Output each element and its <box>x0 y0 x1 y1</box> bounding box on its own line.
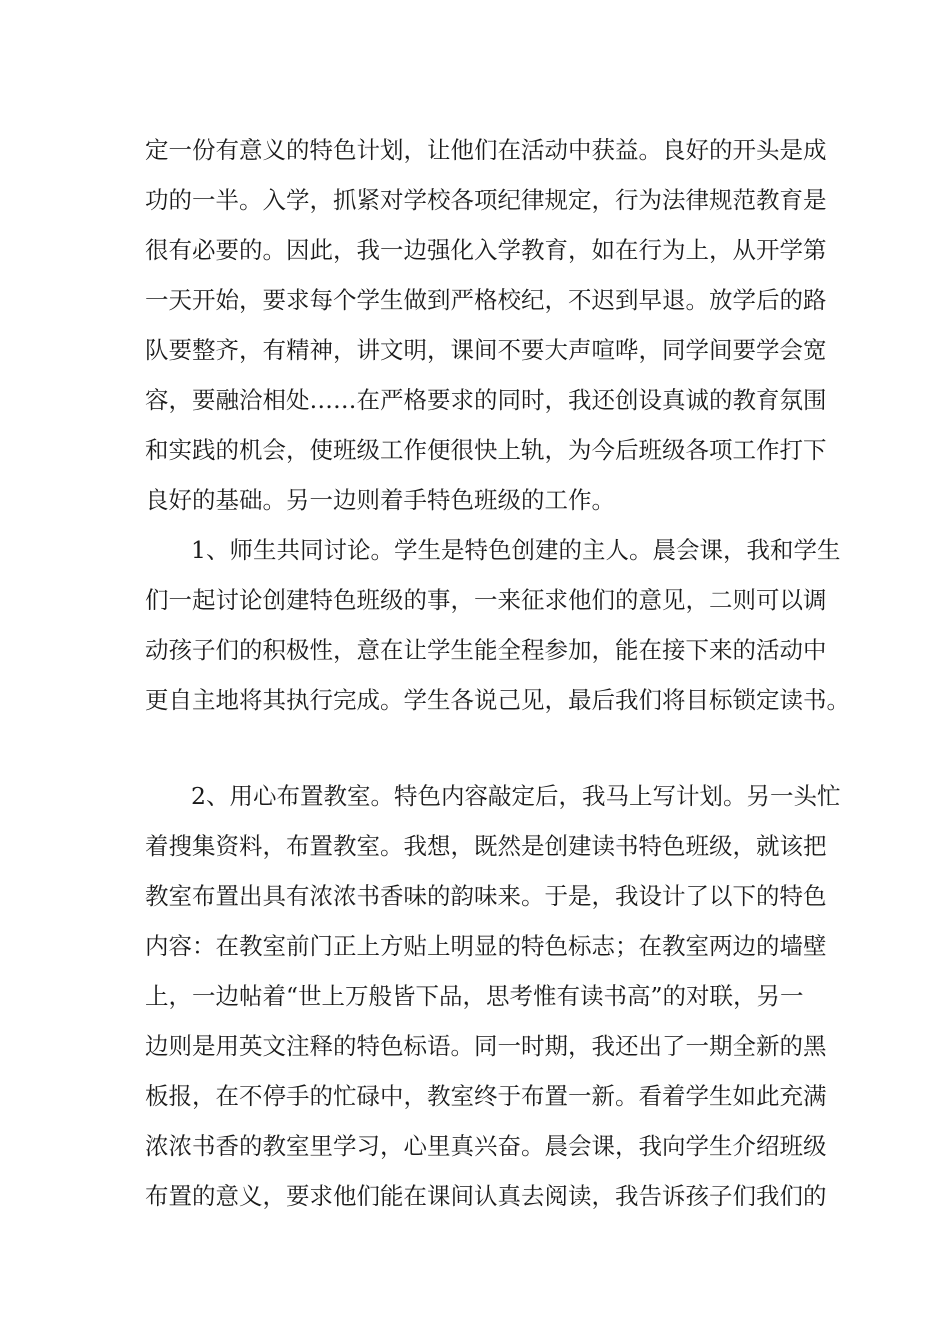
text-line: 内容：在教室前门正上方贴上明显的特色标志；在教室两边的墙壁 <box>145 932 827 960</box>
text-line: 浓浓书香的教室里学习，心里真兴奋。晨会课，我向学生介绍班级 <box>145 1132 827 1160</box>
text-line: 着搜集资料，布置教室。我想，既然是创建读书特色班级，就该把 <box>145 832 827 860</box>
text-line: 和实践的机会，使班级工作便很快上轨，为今后班级各项工作打下 <box>145 436 827 464</box>
text-line: 一天开始，要求每个学生做到严格校纪，不迟到早退。放学后的路 <box>145 286 827 314</box>
text-line: 更自主地将其执行完成。学生各说己见，最后我们将目标锁定读书。 <box>145 686 850 714</box>
text-line: 1、师生共同讨论。学生是特色创建的主人。晨会课，我和学生 <box>191 536 841 564</box>
text-line: 功的一半。入学，抓紧对学校各项纪律规定，行为法律规范教育是 <box>145 186 827 214</box>
text-line: 定一份有意义的特色计划，让他们在活动中获益。良好的开头是成 <box>145 136 827 164</box>
text-line: 们一起讨论创建特色班级的事，一来征求他们的意见，二则可以调 <box>145 586 827 614</box>
text-line: 容，要融洽相处……在严格要求的同时，我还创设真诚的教育氛围 <box>145 386 827 414</box>
text-line: 边则是用英文注释的特色标语。同一时期，我还出了一期全新的黑 <box>145 1032 827 1060</box>
text-line: 良好的基础。另一边则着手特色班级的工作。 <box>145 486 615 514</box>
text-line: 很有必要的。因此，我一边强化入学教育，如在行为上，从开学第 <box>145 236 827 264</box>
text-line: 队要整齐，有精神，讲文明，课间不要大声喧哗，同学间要学会宽 <box>145 336 827 364</box>
text-line: 教室布置出具有浓浓书香味的韵味来。于是，我设计了以下的特色 <box>145 882 827 910</box>
text-line: 上，一边帖着“世上万般皆下品，思考惟有读书高”的对联，另一 <box>145 982 804 1010</box>
text-line: 板报，在不停手的忙碌中，教室终于布置一新。看着学生如此充满 <box>145 1082 827 1110</box>
text-line: 布置的意义，要求他们能在课间认真去阅读，我告诉孩子们我们的 <box>145 1182 827 1210</box>
text-line: 2、用心布置教室。特色内容敲定后，我马上写计划。另一头忙 <box>191 782 841 810</box>
text-line: 动孩子们的积极性，意在让学生能全程参加，能在接下来的活动中 <box>145 636 827 664</box>
